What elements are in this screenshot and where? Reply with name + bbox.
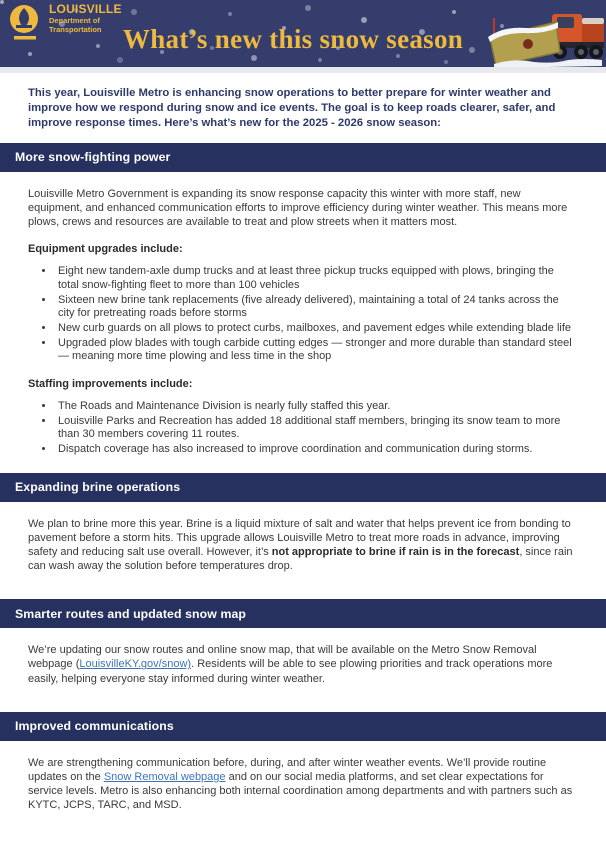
section-body-snow-fighting-power — [0, 172, 606, 463]
section-header-snow-map: Smarter routes and updated snow map — [0, 599, 606, 628]
equipment-upgrades-list — [28, 265, 576, 363]
bullet-item: • The Roads and Maintenance Division is nearly fully staffed this year. — [55, 400, 576, 414]
bullet-item: • Sixteen new brine tank replacements (five already delivered), maintaining a total of 24 tanks across the city for pretreating roads before storms — [55, 294, 576, 321]
section-body-brine-operations — [0, 502, 606, 590]
logo-line3: Transportation — [49, 24, 102, 34]
section-paragraph: Louisville Metro Government is expanding its snow response capacity this winter with more staff, new equipment, and enhanced communication efforts to improve efficiency during winter weather. This means more plows, crews and resources are available to treat and plow streets when it matters most. — [28, 187, 568, 229]
logo-line2: Department of — [49, 16, 100, 25]
section-paragraph — [28, 517, 576, 574]
intro-paragraph: This year, Louisville Metro is enhancing snow operations to better prepare for winter weather and improve how we respond during snow and ice events. The goal is to keep roads clearer, safer, and improve response times. Here’s what’s new for the 2025 - 2026 snow season: — [28, 87, 556, 129]
bullet-item: • New curb guards on all plows to protect curbs, mailboxes, and pavement edges while extending blade life — [55, 322, 576, 336]
section-paragraph — [28, 756, 576, 813]
equipment-upgrades-heading: Equipment upgrades include: — [28, 243, 183, 256]
section-header-communications: Improved communications — [0, 712, 606, 741]
section-header-snow-fighting-power: More snow-fighting power — [0, 143, 606, 172]
staffing-improvements-list — [28, 400, 576, 457]
bold-text: not appropriate to brine if rain is in the forecast — [271, 545, 520, 558]
bullet-item: • Louisville Parks and Recreation has added 18 additional staff members, bringing its snow team to more than 30 members covering 11 routes. — [55, 415, 576, 442]
snow-removal-webpage-link[interactable]: Snow Removal webpage — [103, 771, 226, 784]
header-banner — [0, 0, 606, 67]
bullet-item: • Dispatch coverage has also increased to improve coordination and communication during storms. — [55, 443, 576, 457]
snowfall-decoration — [0, 0, 4, 4]
bullet-item: • Eight new tandem-axle dump trucks and at least three pickup trucks equipped with plows, bringing the total snow-fighting fleet to more than 100 vehicles — [55, 265, 576, 292]
snow-plow-truck-icon — [484, 2, 606, 67]
logo-line1: LOUISVILLE — [49, 2, 122, 16]
louisvilleky-gov-snow-link[interactable]: LouisvilleKY.gov/snow) — [79, 658, 192, 671]
text-segment: We plan to brine more this year. Brine is a liquid mixture of salt and water that helps prevent ice from bonding to pavement before a storm hits. This upgrade allows Louisville Metro to treat more roads in advance, improving safety and reducing salt use overall. However, it’s — [28, 517, 571, 558]
staffing-improvements-heading: Staffing improvements include: — [28, 377, 193, 390]
section-body-communications — [0, 741, 606, 829]
bullet-item: • Upgraded plow blades with tough carbide cutting edges — stronger and more durable than standard steel — meaning more time plowing and less time in the shop — [55, 337, 576, 364]
page-title: What’s new this snow season — [122, 24, 464, 54]
text-segment: . Residents will be able to see plowing priorities and track operations more easily, helping everyone stay informed during winter weather. — [28, 658, 553, 685]
section-paragraph — [28, 643, 576, 686]
text-segment: , since rain can wash away the solution before temperatures drop. — [28, 545, 573, 573]
text-segment: We are strengthening communication before, during, and after winter weather events. We’ll provide routine updates on the — [28, 756, 547, 784]
section-body-snow-map — [0, 628, 606, 702]
text-segment: We’re updating our snow routes and online snow map, that will be available on the Metro Snow Removal webpage ( — [28, 644, 537, 671]
text-segment: and on our social media platforms, and set clear expectations for service levels. Metro is also enhancing both internal coordination among departments and with partners such as KYTC, JCPS, TARC, and MSD. — [28, 771, 573, 812]
section-header-brine-operations: Expanding brine operations — [0, 473, 606, 502]
header-divider — [0, 67, 606, 73]
